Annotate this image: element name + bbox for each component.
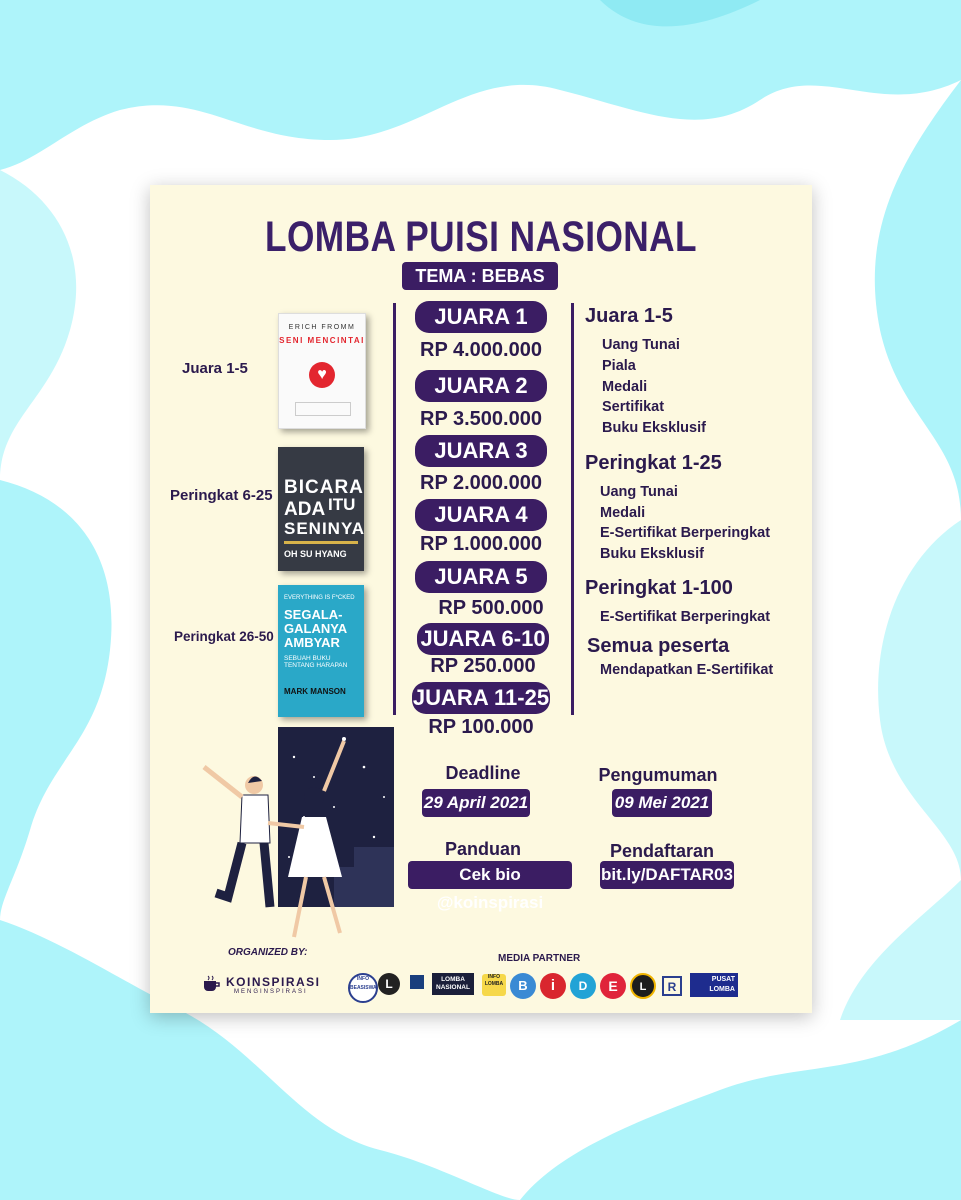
rank-prize-11-25: RP 100.000 — [428, 716, 534, 738]
book-caption-box — [295, 402, 351, 416]
partner-logo-d-icon: D — [570, 973, 596, 999]
book-title-line4: SENINYA — [284, 519, 366, 538]
rank-prize-1: RP 4.000.000 — [420, 339, 542, 361]
benefit-item: Mendapatkan E-Sertifikat — [600, 662, 774, 678]
partner-logo-e-icon: E — [600, 973, 626, 999]
book-label-1: Juara 1-5 — [182, 360, 248, 377]
book-title: SENI MENCINTAI — [279, 336, 365, 345]
register-value: bit.ly/DAFTAR03 — [600, 861, 734, 889]
announcement-label: Pengumuman — [598, 765, 718, 785]
poster-title: LOMBA PUISI NASIONAL — [265, 213, 697, 261]
organizer-tagline: MENGINSPIRASI — [234, 989, 308, 995]
book-title-line3: ITU — [328, 495, 356, 514]
book-tagline: EVERYTHING IS F*CKED — [284, 595, 355, 601]
rank-badge-1: JUARA 1 — [415, 301, 547, 333]
benefit-item: Buku Eksklusif — [600, 546, 704, 562]
benefit-heading-4: Semua peserta — [587, 635, 730, 657]
benefit-item: Uang Tunai — [600, 484, 678, 500]
benefit-item: Medali — [602, 379, 648, 395]
book-author: MARK MANSON — [284, 687, 346, 696]
benefit-item: Medali — [600, 505, 646, 521]
partner-logo-r-icon: R — [662, 976, 682, 996]
book-subtitle: SEBUAH BUKU TENTANG HARAPAN — [284, 655, 348, 669]
register-label: Pendaftaran — [609, 841, 715, 861]
divider-left — [393, 303, 396, 715]
poster — [150, 185, 812, 1013]
coffee-cup-icon — [202, 975, 222, 991]
benefit-item: E-Sertifikat Berperingkat — [600, 609, 771, 625]
book-title-line1: SEGALA- — [284, 607, 343, 622]
announcement-value: 09 Mei 2021 — [612, 789, 712, 817]
book-title-line2: ADA — [284, 499, 326, 520]
benefit-heading-1: Juara 1-5 — [585, 305, 673, 327]
book-label-3: Peringkat 26-50 — [174, 629, 274, 644]
partner-logo-b-icon: B — [510, 973, 536, 999]
book-cover-seni-mencintai — [278, 313, 366, 429]
partner-logo-info-beasiswa: INFO BEASISWA — [348, 973, 378, 1003]
book-author: ERICH FROMM — [288, 324, 356, 331]
rank-prize-5: RP 500.000 — [438, 597, 544, 619]
partner-logo-i-icon: i — [540, 973, 566, 999]
partner-logo-info-lomba: INFO LOMBA — [482, 974, 506, 996]
organized-by-label: ORGANIZED BY: — [228, 947, 308, 958]
book-divider — [284, 541, 358, 544]
rank-prize-4: RP 1.000.000 — [420, 533, 542, 555]
book-title-line1: BICARA — [284, 477, 364, 498]
partner-logo-lomba-nasional: LOMBA NASIONAL — [432, 973, 474, 995]
book-label-2: Peringkat 6-25 — [170, 487, 273, 504]
rank-prize-6-10: RP 250.000 — [430, 655, 536, 677]
book-title-line3: AMBYAR — [284, 635, 340, 650]
deadline-value: 29 April 2021 — [422, 789, 530, 817]
partner-logo-l-icon: L — [630, 973, 656, 999]
guide-value: Cek bio @koinspirasi — [408, 861, 572, 889]
partner-logo-square — [410, 975, 424, 989]
rank-badge-11-25: JUARA 11-25 — [412, 682, 550, 714]
book-title-line2: GALANYA — [284, 621, 348, 636]
partner-logo-pusat-lomba: PUSAT LOMBA — [690, 973, 738, 997]
organizer-name: KOINSPIRASI — [226, 975, 321, 989]
rank-badge-5: JUARA 5 — [415, 561, 547, 593]
rank-prize-3: RP 2.000.000 — [420, 472, 542, 494]
partner-logo-l-icon: L — [378, 973, 400, 995]
rank-prize-2: RP 3.500.000 — [420, 408, 542, 430]
benefit-heading-2: Peringkat 1-25 — [585, 452, 722, 474]
benefit-item: Buku Eksklusif — [602, 420, 706, 436]
benefit-item: E-Sertifikat Berperingkat — [600, 525, 771, 541]
couple-stargazing-illustration — [184, 727, 396, 945]
theme-badge: TEMA : BEBAS — [402, 262, 558, 290]
media-partner-label: MEDIA PARTNER — [498, 953, 581, 964]
book-cover-bicara — [278, 447, 364, 571]
benefit-item: Uang Tunai — [602, 337, 680, 353]
benefit-heading-3: Peringkat 1-100 — [585, 577, 733, 599]
rank-badge-2: JUARA 2 — [415, 370, 547, 402]
heart-icon: ♥ — [309, 362, 335, 388]
divider-right — [571, 303, 574, 715]
benefit-item: Sertifikat — [602, 399, 665, 415]
book-author: OH SU HYANG — [284, 549, 347, 559]
rank-badge-6-10: JUARA 6-10 — [417, 623, 549, 655]
guide-label: Panduan — [444, 839, 521, 859]
rank-badge-4: JUARA 4 — [415, 499, 547, 531]
rank-badge-3: JUARA 3 — [415, 435, 547, 467]
deadline-label: Deadline — [445, 763, 521, 783]
benefit-item: Piala — [602, 358, 636, 374]
book-cover-segala-galanya-ambyar — [278, 585, 364, 717]
